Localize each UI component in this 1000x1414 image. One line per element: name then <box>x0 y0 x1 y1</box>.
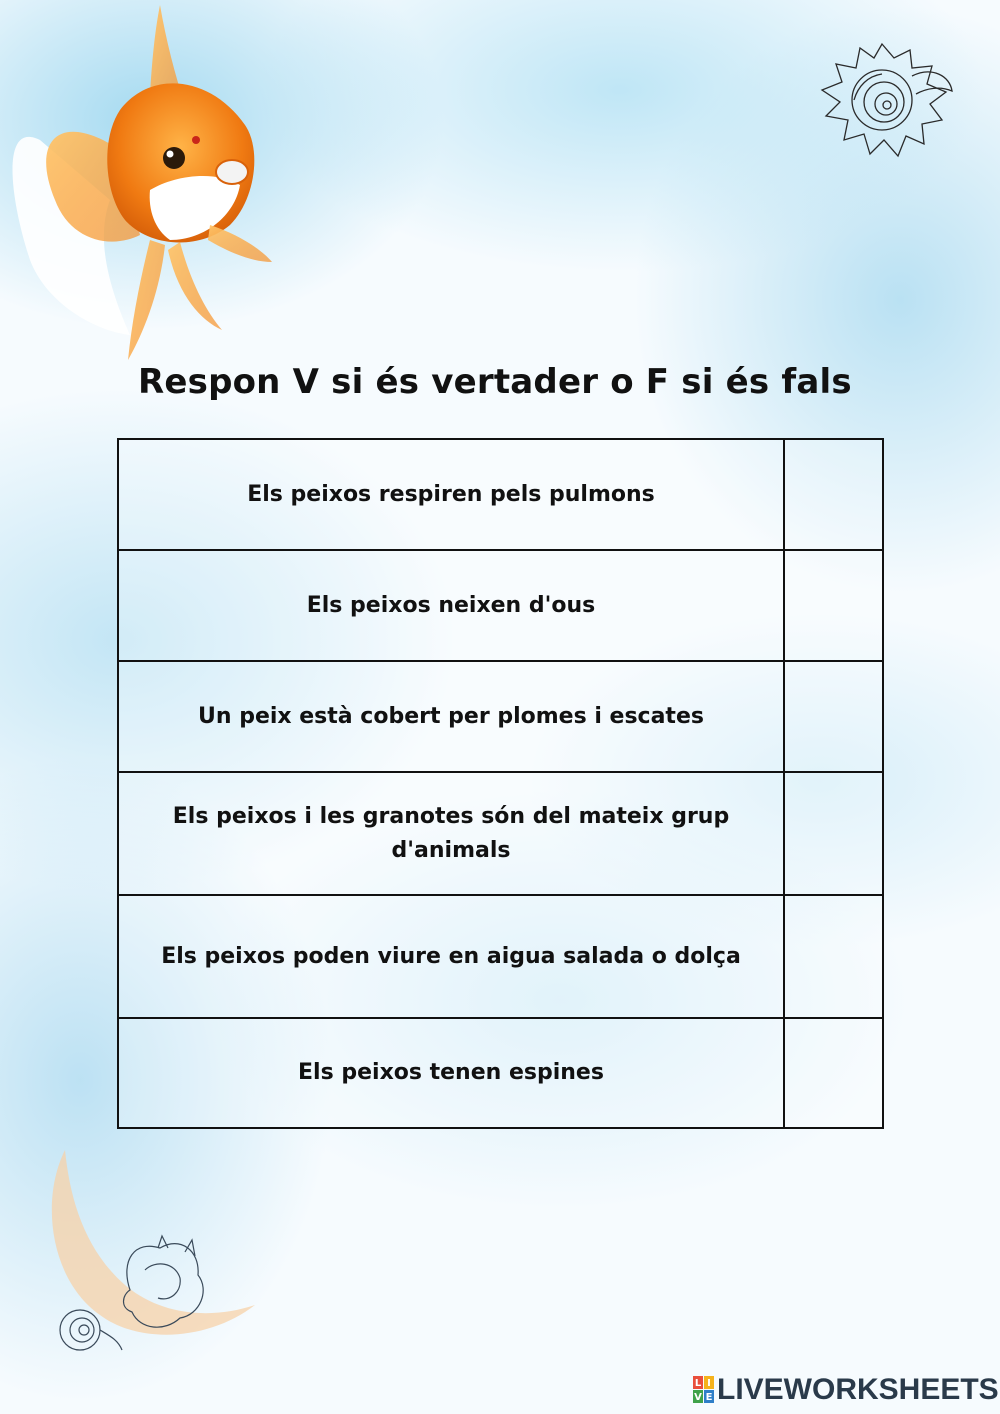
answer-cell <box>784 772 883 895</box>
answer-input[interactable] <box>785 773 882 894</box>
table-row <box>118 661 883 772</box>
table-row <box>118 550 883 661</box>
logo-letter: V <box>694 1392 702 1403</box>
answer-cell <box>784 439 883 550</box>
answer-cell <box>784 895 883 1018</box>
table-row <box>118 895 883 1018</box>
answer-input[interactable] <box>785 1019 882 1127</box>
answer-input[interactable] <box>785 896 882 1017</box>
seashell-icon <box>812 36 957 166</box>
answer-input[interactable] <box>785 662 882 771</box>
table-row <box>118 439 883 550</box>
liveworksheets-wordmark: LIVEWORKSHEETS <box>717 1373 999 1406</box>
seashell-icon <box>40 1140 270 1370</box>
answer-cell <box>784 661 883 772</box>
goldfish-icon <box>0 0 290 380</box>
statement-text: Els peixos respiren pels pulmons <box>118 439 784 550</box>
statement-text: Els peixos neixen d'ous <box>118 550 784 661</box>
page-title: Respon V si és vertader o F si és fals <box>138 362 852 402</box>
statement-text: Els peixos tenen espines <box>118 1018 784 1128</box>
answer-cell <box>784 1018 883 1128</box>
logo-letter: L <box>694 1378 702 1389</box>
liveworksheets-logo-icon <box>693 1375 715 1405</box>
true-false-table <box>117 438 884 1129</box>
table-row <box>118 772 883 895</box>
answer-input[interactable] <box>785 551 882 660</box>
liveworksheets-brand <box>693 1372 999 1408</box>
statement-text: Els peixos i les granotes són del mateix grup d'animals <box>118 772 784 895</box>
statement-text: Els peixos poden viure en aigua salada o dolça <box>118 895 784 1018</box>
logo-letter: E <box>705 1392 713 1403</box>
table-row <box>118 1018 883 1128</box>
answer-cell <box>784 550 883 661</box>
logo-letter: I <box>707 1378 711 1389</box>
answer-input[interactable] <box>785 440 882 549</box>
statement-text: Un peix està cobert per plomes i escates <box>118 661 784 772</box>
